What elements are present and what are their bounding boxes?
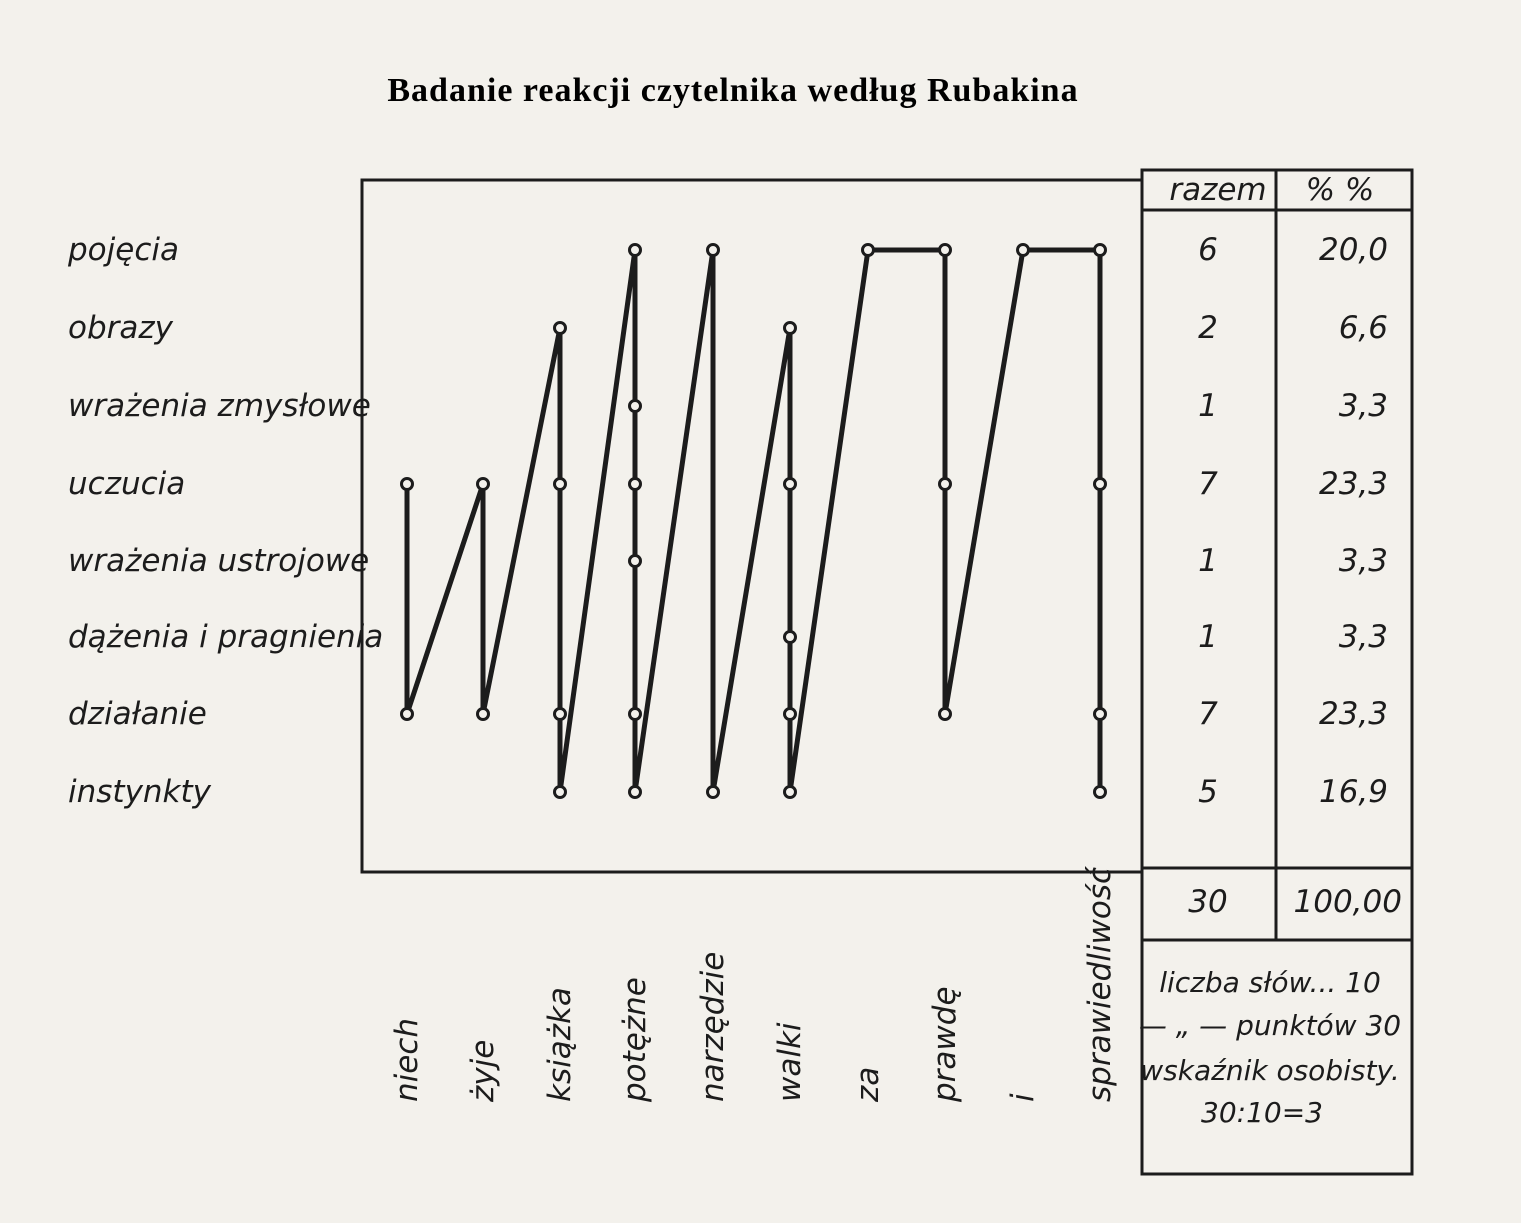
word-label: żyje xyxy=(465,1039,501,1102)
word-label: za xyxy=(850,1066,886,1102)
reaction-point xyxy=(630,479,641,490)
table-count: 5 xyxy=(1198,774,1218,810)
table-count: 1 xyxy=(1198,388,1218,424)
reaction-points xyxy=(402,245,1106,798)
reaction-point xyxy=(630,556,641,567)
reaction-point xyxy=(863,245,874,256)
table-count: 2 xyxy=(1198,310,1218,346)
reaction-point xyxy=(630,245,641,256)
table-percent: 3,3 xyxy=(1338,388,1388,424)
plot-frame xyxy=(362,180,1142,872)
chart-title: Badanie reakcji czytelnika według Rubakina xyxy=(387,72,1079,109)
table-values xyxy=(1169,172,1402,920)
table-count: 1 xyxy=(1198,619,1218,655)
reaction-point xyxy=(1018,245,1029,256)
word-label: książka xyxy=(542,987,578,1102)
word-labels xyxy=(389,866,1118,1103)
category-labels xyxy=(67,232,383,810)
reaction-point xyxy=(708,245,719,256)
word-label: niech xyxy=(389,1017,425,1102)
reaction-point xyxy=(555,709,566,720)
table-total-percent: 100,00 xyxy=(1293,884,1402,920)
reaction-line xyxy=(407,250,1100,792)
category-label: wrażenia ustrojowe xyxy=(68,543,370,579)
summary-notes xyxy=(1139,966,1401,1129)
word-label: narzędzie xyxy=(695,951,731,1102)
word-label: walki xyxy=(772,1022,808,1102)
table-count: 6 xyxy=(1198,232,1218,268)
note-line: 30:10=3 xyxy=(1201,1096,1323,1129)
reaction-point xyxy=(555,323,566,334)
category-label: dążenia i pragnienia xyxy=(68,619,384,655)
reaction-point xyxy=(708,787,719,798)
category-label: wrażenia zmysłowe xyxy=(68,388,371,424)
reaction-point xyxy=(478,479,489,490)
table-percent: 23,3 xyxy=(1318,466,1388,502)
table-header-percent: % % xyxy=(1305,172,1375,208)
word-label: potężne xyxy=(617,977,653,1102)
category-label: działanie xyxy=(68,696,207,732)
word-label: i xyxy=(1005,1093,1041,1102)
table-count: 1 xyxy=(1198,543,1218,579)
table-percent: 6,6 xyxy=(1338,310,1388,346)
reaction-point xyxy=(555,787,566,798)
reaction-point xyxy=(1095,245,1106,256)
note-line: wskaźnik osobisty. xyxy=(1140,1054,1400,1087)
category-label: pojęcia xyxy=(68,232,179,268)
note-line: liczba słów... 10 xyxy=(1159,966,1381,999)
table-total-count: 30 xyxy=(1188,884,1228,920)
table-percent: 3,3 xyxy=(1338,543,1388,579)
reaction-point xyxy=(785,787,796,798)
table-header-razem: razem xyxy=(1169,172,1267,208)
reaction-point xyxy=(630,709,641,720)
reaction-point xyxy=(940,479,951,490)
table-percent: 16,9 xyxy=(1318,774,1388,810)
word-label: prawdę xyxy=(927,986,963,1102)
reaction-point xyxy=(1095,709,1106,720)
reaction-point xyxy=(402,709,413,720)
category-label: uczucia xyxy=(68,466,186,502)
reaction-point xyxy=(478,709,489,720)
reaction-point xyxy=(785,323,796,334)
note-line: — „ — punktów 30 xyxy=(1138,1009,1402,1042)
reaction-point xyxy=(785,479,796,490)
table-percent: 3,3 xyxy=(1338,619,1388,655)
category-label: instynkty xyxy=(68,774,212,810)
reaction-point xyxy=(940,709,951,720)
reaction-point xyxy=(785,632,796,643)
reaction-point xyxy=(785,709,796,720)
reaction-point xyxy=(1095,479,1106,490)
category-label: obrazy xyxy=(68,310,174,346)
table-percent: 20,0 xyxy=(1318,232,1388,268)
reaction-point xyxy=(402,479,413,490)
table-count: 7 xyxy=(1198,466,1218,502)
reaction-point xyxy=(940,245,951,256)
reaction-point xyxy=(630,401,641,412)
reaction-point xyxy=(1095,787,1106,798)
word-label: sprawiedliwość xyxy=(1082,866,1118,1102)
reaction-point xyxy=(555,479,566,490)
reaction-point xyxy=(630,787,641,798)
table-percent: 23,3 xyxy=(1318,696,1388,732)
table-count: 7 xyxy=(1198,696,1218,732)
